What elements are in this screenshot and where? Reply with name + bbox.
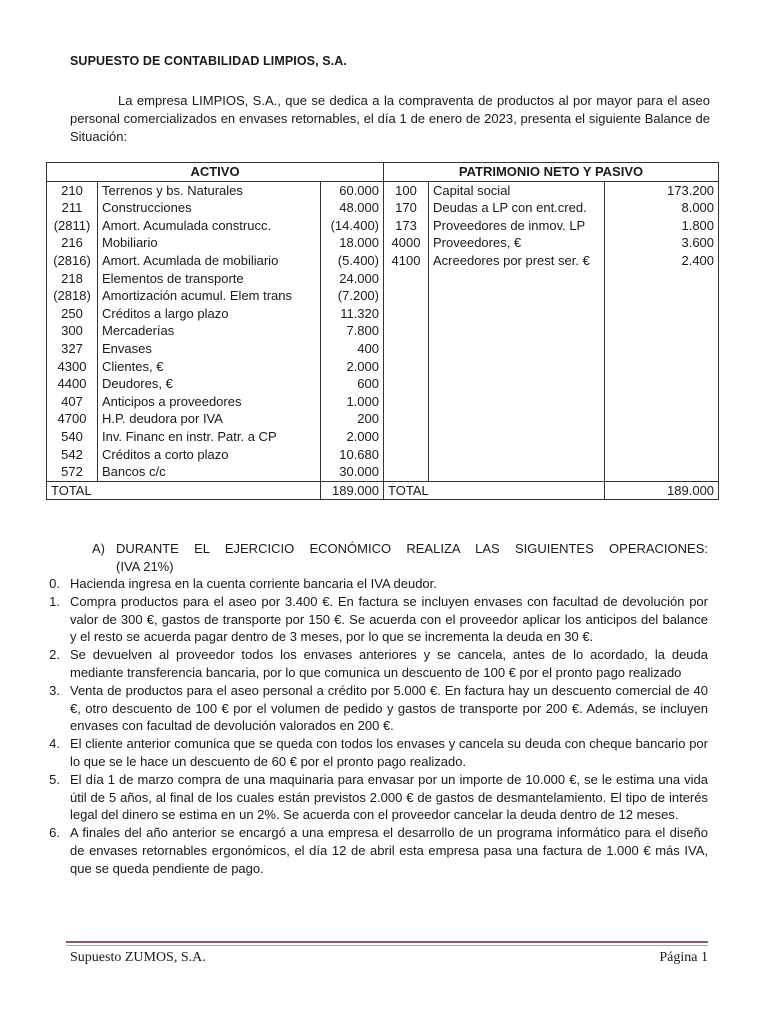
operation-text: Venta de productos para el aseo personal a crédito por 5.000 €. En factura hay un descuento comercial de 40 €, otro descuento de 100 € por el volumen de pedido y gastos de transporte por 200 €. Además, se incluyen envases con facultad de devolución valorados en 200 €.	[70, 682, 708, 734]
activo-code: (2818)	[47, 287, 98, 305]
operation-item	[40, 771, 708, 824]
pasivo-amount	[605, 358, 719, 376]
activo-amount: 30.000	[321, 463, 384, 481]
operation-item	[40, 575, 708, 593]
pasivo-amount	[605, 322, 719, 340]
operation-number: 1.	[49, 593, 60, 609]
total-label-right: TOTAL	[384, 481, 605, 500]
activo-amount: 2.000	[321, 358, 384, 376]
balance-row	[47, 217, 719, 235]
pasivo-account	[429, 375, 605, 393]
pasivo-header: PATRIMONIO NETO Y PASIVO	[384, 163, 719, 182]
activo-code: (2811)	[47, 217, 98, 235]
operation-item	[40, 682, 708, 735]
balance-row	[47, 410, 719, 428]
pasivo-account	[429, 410, 605, 428]
balance-row	[47, 428, 719, 446]
operations-list	[40, 575, 708, 878]
activo-code: 327	[47, 340, 98, 358]
balance-body	[47, 181, 719, 481]
activo-code: 218	[47, 270, 98, 288]
activo-code: 210	[47, 181, 98, 199]
total-label-left: TOTAL	[47, 481, 321, 500]
pasivo-code	[384, 446, 429, 464]
operation-text: El día 1 de marzo compra de una maquinaria para envasar por un importe de 10.000 €, se le estima una vida útil de 5 años, al final de los cuales están previstos 2.000 € de gastos de desmantelamiento. El tipo de interés legal del dinero se estima en un 2%. Se acuerda con el proveedor cancelar la deuda dentro de 12 meses.	[70, 771, 708, 823]
activo-code: 4300	[47, 358, 98, 376]
activo-amount: 1.000	[321, 393, 384, 411]
document-title: SUPUESTO DE CONTABILIDAD LIMPIOS, S.A.	[70, 54, 347, 68]
balance-row	[47, 305, 719, 323]
operation-item	[40, 735, 708, 771]
page-number: Página 1	[659, 950, 708, 965]
page-footer	[70, 950, 708, 966]
pasivo-code	[384, 393, 429, 411]
operation-text: Se devuelven al proveedor todos los envases anteriores y se cancela, antes de lo acordado, la deuda mediante transferencia bancaria, por lo que comunica un descuento de 100 € por el pronto pago realizado	[70, 647, 708, 680]
operation-number: 0.	[49, 576, 60, 591]
activo-account: Inv. Financ en instr. Patr. a CP	[98, 428, 321, 446]
pasivo-account: Deudas a LP con ent.cred.	[429, 199, 605, 217]
pasivo-account	[429, 340, 605, 358]
activo-code: 540	[47, 428, 98, 446]
pasivo-account	[429, 305, 605, 323]
pasivo-account	[429, 463, 605, 481]
activo-account: Amort. Acumulada construcc.	[98, 217, 321, 235]
pasivo-account: Proveedores de inmov. LP	[429, 217, 605, 235]
pasivo-amount	[605, 375, 719, 393]
operation-number: 5.	[49, 771, 60, 787]
balance-row	[47, 252, 719, 270]
pasivo-amount	[605, 305, 719, 323]
activo-code: 407	[47, 393, 98, 411]
pasivo-account: Proveedores, €	[429, 234, 605, 252]
operation-text: El cliente anterior comunica que se queda con todos los envases y cancela su deuda con cheque bancario por lo que se le hace un descuento de 60 € por el pronto pago realizado.	[70, 736, 708, 769]
operation-number: 6.	[49, 825, 60, 841]
pasivo-account	[429, 287, 605, 305]
activo-code: 542	[47, 446, 98, 464]
balance-row	[47, 358, 719, 376]
activo-account: Mobiliario	[98, 234, 321, 252]
activo-amount: 24.000	[321, 270, 384, 288]
activo-amount: 60.000	[321, 181, 384, 199]
pasivo-amount: 8.000	[605, 199, 719, 217]
footer-divider	[66, 941, 708, 943]
activo-amount: (5.400)	[321, 252, 384, 270]
pasivo-code	[384, 410, 429, 428]
activo-account: Terrenos y bs. Naturales	[98, 181, 321, 199]
activo-account: Mercaderías	[98, 322, 321, 340]
balance-row	[47, 340, 719, 358]
pasivo-amount	[605, 287, 719, 305]
activo-amount: 48.000	[321, 199, 384, 217]
pasivo-code: 4000	[384, 234, 429, 252]
pasivo-account	[429, 393, 605, 411]
activo-code: 211	[47, 199, 98, 217]
section-letter: A)	[92, 541, 105, 556]
pasivo-code	[384, 428, 429, 446]
balance-row	[47, 234, 719, 252]
activo-account: Elementos de transporte	[98, 270, 321, 288]
operation-number: 2.	[49, 647, 60, 663]
section-subheading: (IVA 21%)	[116, 559, 174, 574]
pasivo-code	[384, 463, 429, 481]
balance-row	[47, 270, 719, 288]
balance-row	[47, 375, 719, 393]
pasivo-amount	[605, 270, 719, 288]
activo-account: H.P. deudora por IVA	[98, 410, 321, 428]
activo-amount: 600	[321, 375, 384, 393]
pasivo-amount: 3.600	[605, 234, 719, 252]
activo-account: Créditos a largo plazo	[98, 305, 321, 323]
balance-row	[47, 181, 719, 199]
pasivo-account	[429, 428, 605, 446]
activo-code: 4400	[47, 375, 98, 393]
pasivo-code: 100	[384, 181, 429, 199]
activo-account: Anticipos a proveedores	[98, 393, 321, 411]
intro-paragraph	[70, 92, 710, 146]
pasivo-amount	[605, 463, 719, 481]
balance-row	[47, 446, 719, 464]
operation-item	[40, 593, 708, 646]
pasivo-account	[429, 358, 605, 376]
section-heading: DURANTE EL EJERCICIO ECONÓMICO REALIZA LAS SIGUIENTES OPERACIONES:	[116, 541, 708, 556]
activo-account: Amort. Acumlada de mobiliario	[98, 252, 321, 270]
activo-amount: (14.400)	[321, 217, 384, 235]
pasivo-code	[384, 358, 429, 376]
operation-text: Hacienda ingresa en la cuenta corriente bancaria el IVA deudor.	[70, 576, 437, 591]
pasivo-account	[429, 270, 605, 288]
activo-amount: 10.680	[321, 446, 384, 464]
pasivo-amount	[605, 446, 719, 464]
operations-section-heading	[92, 540, 708, 576]
pasivo-amount	[605, 393, 719, 411]
activo-account: Construcciones	[98, 199, 321, 217]
operation-number: 3.	[49, 682, 60, 698]
operation-item	[40, 824, 708, 877]
balance-row	[47, 393, 719, 411]
pasivo-code	[384, 270, 429, 288]
activo-amount: 7.800	[321, 322, 384, 340]
activo-header: ACTIVO	[47, 163, 384, 182]
balance-header-row	[47, 163, 719, 182]
pasivo-amount	[605, 428, 719, 446]
pasivo-amount: 2.400	[605, 252, 719, 270]
activo-code: (2816)	[47, 252, 98, 270]
total-pasivo: 189.000	[605, 481, 719, 500]
pasivo-account	[429, 322, 605, 340]
pasivo-account: Acreedores por prest ser. €	[429, 252, 605, 270]
pasivo-code	[384, 322, 429, 340]
balance-sheet-table	[46, 162, 719, 500]
pasivo-amount: 173.200	[605, 181, 719, 199]
activo-amount: 400	[321, 340, 384, 358]
balance-row	[47, 322, 719, 340]
total-activo: 189.000	[321, 481, 384, 500]
activo-amount: 18.000	[321, 234, 384, 252]
operation-item	[40, 646, 708, 682]
pasivo-account: Capital social	[429, 181, 605, 199]
activo-amount: 11.320	[321, 305, 384, 323]
activo-amount: 2.000	[321, 428, 384, 446]
pasivo-code	[384, 287, 429, 305]
pasivo-code	[384, 375, 429, 393]
activo-code: 216	[47, 234, 98, 252]
activo-code: 4700	[47, 410, 98, 428]
pasivo-amount: 1.800	[605, 217, 719, 235]
balance-total-row	[47, 481, 719, 500]
activo-amount: 200	[321, 410, 384, 428]
activo-account: Deudores, €	[98, 375, 321, 393]
pasivo-code	[384, 305, 429, 323]
pasivo-code: 4100	[384, 252, 429, 270]
balance-row	[47, 199, 719, 217]
activo-account: Clientes, €	[98, 358, 321, 376]
operation-text: A finales del año anterior se encargó a una empresa el desarrollo de un programa informático para el diseño de envases retornables ergonómicos, el día 12 de abril esta empresa pasa una factura de 1.000 € más IVA, que se queda pendiente de pago.	[70, 825, 708, 876]
operation-text: Compra productos para el aseo por 3.400 €. En factura se incluyen envases con facultad de devolución por valor de 300 €, gastos de transporte por 150 €. Se acuerda con el proveedor aplicar los anticipos del balance y el resto se acuerda pagar dentro de 3 meses, por lo que se incrementa la deuda en 30 €.	[70, 593, 708, 645]
balance-row	[47, 287, 719, 305]
activo-code: 250	[47, 305, 98, 323]
pasivo-code: 170	[384, 199, 429, 217]
pasivo-code	[384, 340, 429, 358]
intro-text: La empresa LIMPIOS, S.A., que se dedica a la compraventa de productos al por mayor para el aseo personal comercializados en envases retornables, el día 1 de enero de 2023, presenta el siguiente Balance de Situación:	[70, 93, 710, 144]
activo-code: 300	[47, 322, 98, 340]
pasivo-amount	[605, 410, 719, 428]
activo-code: 572	[47, 463, 98, 481]
activo-account: Bancos c/c	[98, 463, 321, 481]
activo-account: Envases	[98, 340, 321, 358]
pasivo-account	[429, 446, 605, 464]
operation-number: 4.	[49, 736, 60, 752]
activo-account: Créditos a corto plazo	[98, 446, 321, 464]
pasivo-amount	[605, 340, 719, 358]
activo-account: Amortización acumul. Elem trans	[98, 287, 321, 305]
footer-doc-name: Supuesto ZUMOS, S.A.	[70, 950, 206, 965]
activo-amount: (7.200)	[321, 287, 384, 305]
footer-divider-thin	[66, 945, 708, 946]
balance-row	[47, 463, 719, 481]
pasivo-code: 173	[384, 217, 429, 235]
